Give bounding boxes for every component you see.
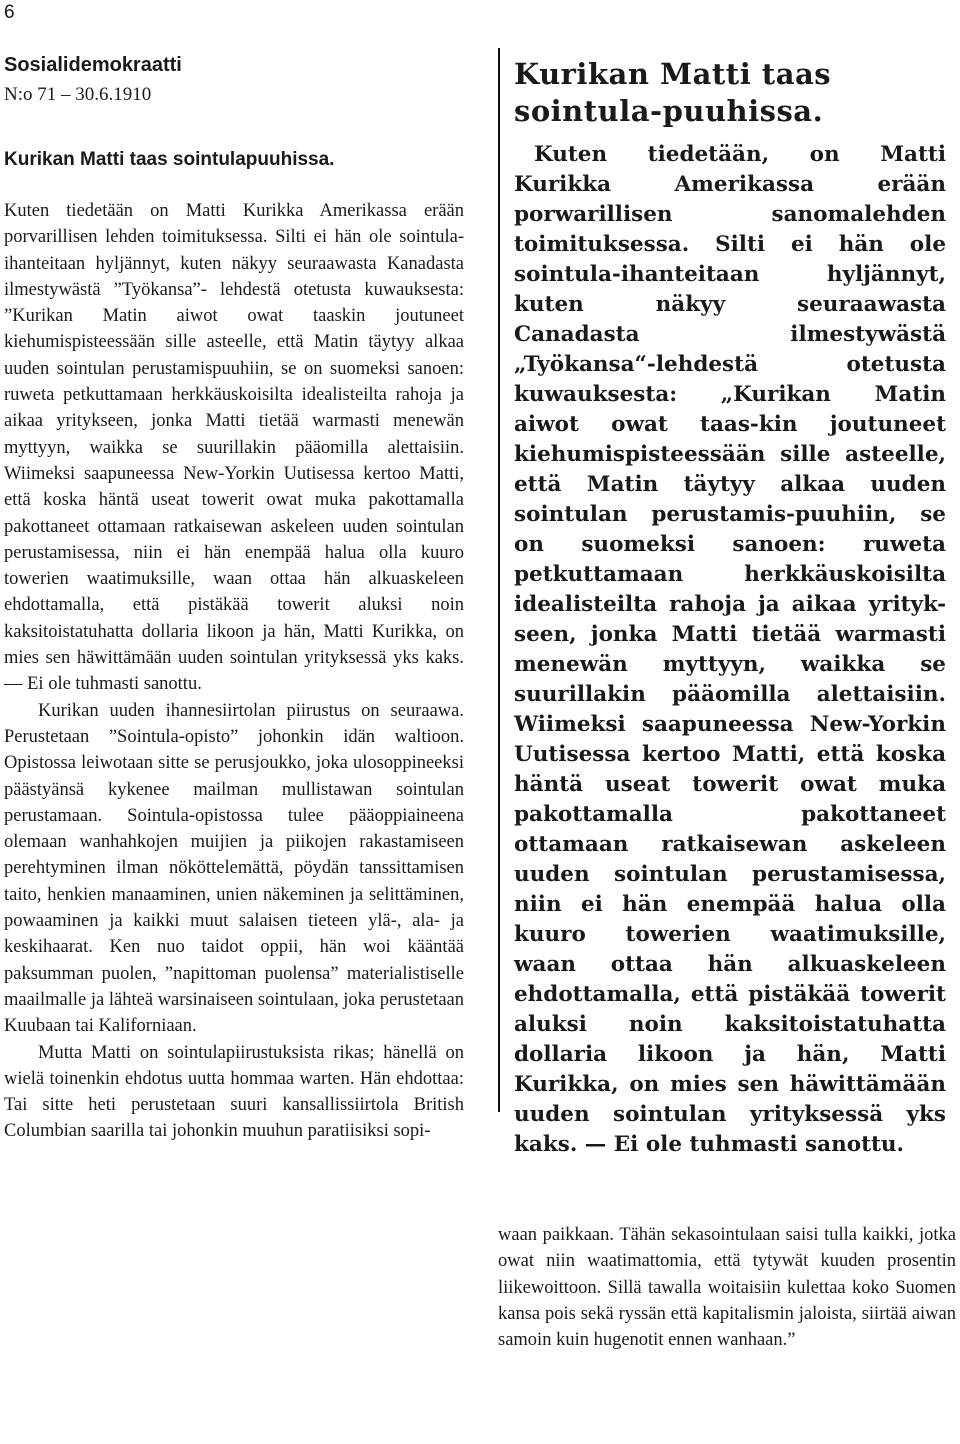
left-column: [4, 50, 464, 1145]
page-number: 6: [4, 2, 15, 23]
clipping-title: Kurikan Matti taas sointula-puuhissa.: [514, 57, 832, 128]
newspaper-name: Sosialidemokraatti: [4, 54, 182, 76]
article-title: Kurikan Matti taas sointulapuuhissa.: [4, 149, 335, 170]
article-continuation: waan paikkaan. Tähän sekasointulaan saisi tulla kaikki, jotka owat niin waatimattomia, että tytywät kuuden prosentin liikewoittoon. Sillä tawalla woitaisiin kulettaa koko Suomen kansa pois sekä ryssän että kapitalismin jaloista, siirtää aiwan samoin kuin hugenotit ennen wanhaan.”: [498, 1225, 956, 1351]
article-paragraph-1: Kuten tiedetään on Matti Kurikka Amerikassa erään porvarillisen lehden toimituksessa. Silti ei hän ole sointula-ihanteitaan hyljännyt, kuten näkyy seuraawasta Kanadasta ilmestywästä ”Työkansa”- lehdestä otetusta kuwauksesta: ”Kurikan Matin aiwot owat taaskin joutuneet kiehumispisteessään sille asteelle, että Matin täytyy alkaa uuden sointulan perustamispuuhiin, se on suomeksi sanoen: ruweta petkuttamaan herkkäuskoisilta idealisteilta rahoja ja aikaa yritykseen, jonka Matti tietää warmasti menewän myttyyn, waikka se suurillakin pääomilla alettaisiin. Wiimeksi saapuneessa New-Yorkin Uutisessa kertoo Matti, että koska häntä useat towerit owat muka pakottamalla pakottaneet ottamaan ratkaisewan askeleen uuden sointulan perustamisessa, niin ei hän enempää halua olla kuuro towerien waatimuksille, waan ottaa hän alkuaskeleen ehdottamalla, että pistäkää towerit aluksi noin kaksitoistatuhatta dollaria likoon ja hän, Matti Kurikka, on mies sen häwittämään uuden sointulan yrityksessä yks kaks. — Ei ole tuhmasti sanottu.: [4, 201, 464, 695]
fraktur-clipping-image: [498, 48, 958, 1157]
issue-line: N:o 71 – 30.6.1910: [4, 84, 152, 105]
article-paragraph-2: Kurikan uuden ihannesiirtolan piirustus on seuraawa. Perustetaan ”Sointula-opisto” johonkin idän waltioon. Opistossa leiwotaan sitte se perusjoukko, joka ulosoppineeksi päästyänsä kykenee mailman mullistawan sointulan perustamaan. Sointula-opistossa tulee pääoppiaineena olemaan wanhahkojen muijien ja piikojen rakastamiseen perehtyminen ilman nököttelemättä, pöydän tanssittamisen taito, henkien manaaminen, unien näkeminen ja selittäminen, powaaminen ja kaikki muut salaisen tieteen ylä-, ala- ja keskihaarat. Ken nuo taidot oppii, hän woi kääntää paksumman puolen, ”napittoman puolensa” materialistiselle maailmalle ja lähteä warsinaiseen sointulaan, joka perustetaan Kuubaan tai Kaliforniaan.: [4, 700, 464, 1037]
clipping-body: Kuten tiedetään, on Matti Kurikka Amerikassa erään porwarillisen sanomalehden toimituksessa. Silti ei hän ole sointula-ihanteitaan hyljännyt, kuten näkyy seuraawasta Canadasta ilmestywästä „Työkansa“-lehdestä otetusta kuwauksesta: „Kurikan Matin aiwot owat taas-kin joutuneet kiehumispisteessään sille asteelle, että Matin täytyy alkaa uuden sointulan perustamis-puuhiin, se on suomeksi sanoen: ruweta petkuttamaan herkkäuskoisilta idealisteilta rahoja ja aikaa yrityk-seen, jonka Matti tietää warmasti menewän myttyyn, waikka se suurillakin pääomilla alettaisiin. Wiimeksi saapuneessa New-Yorkin Uutisessa kertoo Matti, että koska häntä useat towerit owat muka pakottamalla pakottaneet ottamaan ratkaisewan askeleen uuden sointulan perustamisessa, niin ei hän enempää halua olla kuuro towerien waatimuksille, waan ottaa hän alkuaskeleen ehdottamalla, että pistäkää towerit aluksi noin kaksitoistatuhatta dollaria likoon ja hän, Matti Kurikka, on mies sen häwittämään uuden sointulan yrityksessä yks kaks. — Ei ole tuhmasti sanottu.: [514, 142, 946, 1157]
article-paragraph-3: Mutta Matti on sointulapiirustuksista rikas; hänellä on wielä toinenkin ehdotus uutta hommaa warten. Hän ehdottaa: Tai sitte heti perustetaan suuri kansallissiirtola British Columbian saarilla tai johonkin muuhun paratiisiksi sopi-: [4, 1042, 464, 1142]
